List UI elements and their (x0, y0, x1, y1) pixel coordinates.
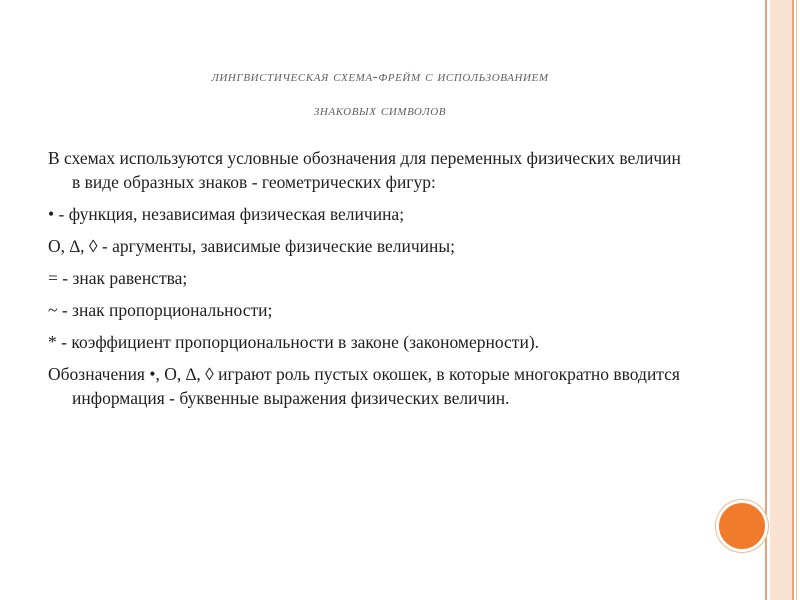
body-paragraph: O, ∆, ◊ - аргументы, зависимые физические величины; (48, 236, 456, 256)
body-paragraph: • - функция, независимая физическая величина; (48, 204, 405, 224)
slide-body (48, 146, 688, 418)
slide-title (40, 60, 720, 128)
body-paragraph: В схемах используются условные обозначения для переменных физических величин в виде образных знаков - геометрических фигур: (48, 148, 681, 192)
decorative-orange-circle (716, 500, 768, 552)
body-paragraph: = - знак равенства; (48, 268, 188, 288)
decorative-stripe (796, 0, 797, 600)
decorative-stripe-band (770, 0, 792, 600)
slide-title-line-2: знаковых символов (313, 103, 447, 119)
body-paragraph: * - коэффициент пропорциональности в законе (закономерности). (48, 332, 540, 352)
slide-title-line-1: лингвистическая схема-фрейм с использованием (211, 69, 549, 85)
body-paragraph: ~ - знак пропорциональности; (48, 300, 273, 320)
decorative-stripe (792, 0, 794, 600)
body-paragraph: Обозначения •, O, ∆, ◊ играют роль пустых окошек, в которые многократно вводится информация - буквенные выражения физических величин. (48, 364, 680, 408)
decorative-stripe (765, 0, 767, 600)
